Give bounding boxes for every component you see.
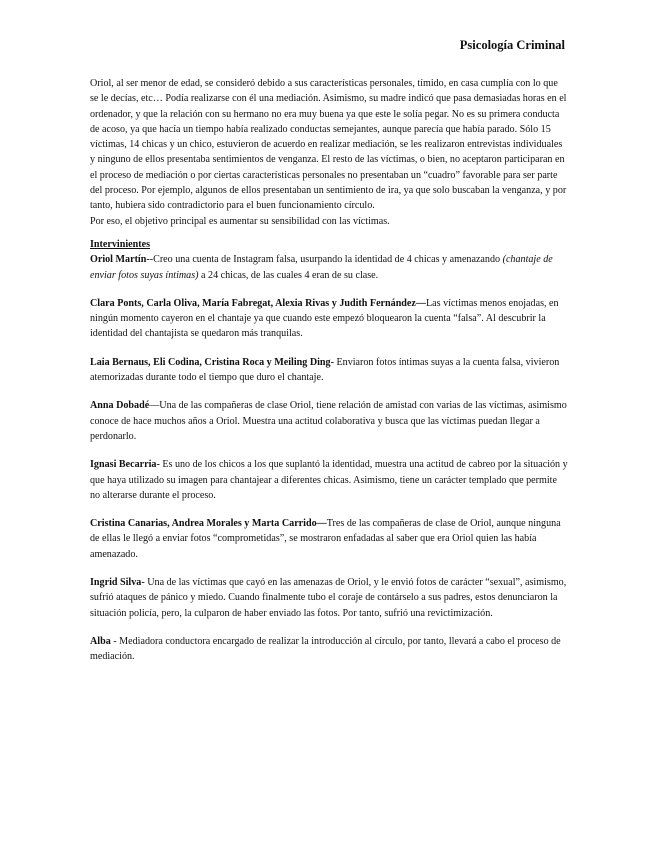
participant-text: Las víctimas menos enojadas, en ningún momento cayeron en el chantaje ya que cuando este empezó bloquearon la cuenta “falsa”. Al descubrir la identidad del chantajista se quedaron más tranquilas. [90,297,559,340]
participant-text: - Mediadora conductora encargado de realizar la introducción al círculo, por tanto, llevará a cabo el proceso de mediación. [90,635,561,663]
participant-name: Cristina Canarias, Andrea Morales y Marta Carrido— [90,518,327,530]
participant-entry [90,355,568,386]
objective-paragraph: Por eso, el objetivo principal es aumentar su sensibilidad con las víctimas. [90,215,390,227]
participant-entry [90,252,568,283]
participant-entry [90,457,568,503]
participant-text: —Una de las compañeras de clase Oriol, tiene relación de amistad con varias de las víctimas, asimismo conoce de hace muchos años a Oriol. Muestra una actitud colaborativa y busca que las víctimas puedan llegar a perdonarlo. [90,400,567,442]
intro-paragraph: Oriol, al ser menor de edad, se consideró debido a sus características personales, tímido, en casa cumplía con lo que se le decías, etc… Podía realizarse con él una mediación. Asimismo, su madre indicó que pasa demasiadas horas en el ordenador, y que la relación con su hermano no era muy buena ya que este le solía pegar. No es su primera conducta de acoso, ya que hacía un tiempo había realizado conductas semejantes, aunque parecía que había parado. Sólo 15 víctimas, 14 chicas y un chico, estuvieron de acuerdo en realizar mediación, se les realizaron entrevistas individuales y ninguno de ellos presentaba sentimientos de venganza. El resto de las víctimas, o bien, no aceptaron participaran en el proceso de mediación o por ciertas características personales no presentaban un “cuadro” favorable para ser parte del proceso. Por ejemplo, algunos de ellos presentaban un sentimiento de ira, ya que solo buscaban la venganza, y por tanto, hubiera sido contradictorio para el buen funcionamiento círculo. [90,78,567,212]
participant-name: Anna Dobadé [90,400,150,412]
page-header-title: Psicología Criminal [459,38,565,52]
participant-text: -Creo una cuenta de Instagram falsa, usurpando la identidad de 4 chicas y amenazando [149,254,503,266]
participant-name: Ingrid Silva- [90,577,145,589]
participant-name: Ignasi Becarria- [90,459,160,471]
participant-text: a 24 chicas, de las cuales 4 eran de su clase. [198,269,379,281]
participant-entry [90,398,568,444]
participant-name: Oriol Martín- [90,254,150,266]
participant-entry [90,575,568,621]
participant-text: Tres de las compañeras de clase de Oriol, aunque ninguna de ellas le llegó a enviar fotos “comprometidas”, se mostraron enfadadas al saber que era Oriol quien las había amenazado. [90,518,561,560]
participant-text: Una de las víctimas que cayó en las amenazas de Oriol, y le envió fotos de carácter “sexual”, asimismo, sufrió ataques de pánico y miedo. Cuando finalmente tubo el coraje de contárselo a sus padres, estos denunciaron la situación policía, pero, la culparon de haber enviado las fotos. Por tanto, sufrió una revictimización. [90,577,567,619]
participant-entry [90,296,568,342]
participant-name: Alba [90,635,111,647]
participant-italic-note: (chantaje de enviar fotos suyas íntimas) [90,254,553,281]
participant-name: Clara Ponts, Carla Oliva, María Fabregat, Alexia Rivas y Judith Fernández— [90,297,426,309]
participant-name: Laia Bernaus, Eli Codina, Cristina Roca y Meiling Ding- [90,356,334,368]
section-heading: Intervinientes [90,238,150,250]
participant-entry [90,516,568,562]
participant-text: Es uno de los chicos a los que suplantó la identidad, muestra una actitud de cabreo por la situación y que haya utilizado su imagen para chantajear a diferentes chicas. Asimismo, tiene un carácter templado que permite no alterarse durante el proceso. [90,459,568,501]
document-body [90,76,568,665]
participant-entry [90,634,568,665]
participant-text: Enviaron fotos íntimas suyas a la cuenta falsa, vivieron atemorizadas durante todo el tiempo que duro el chantaje. [90,356,560,384]
